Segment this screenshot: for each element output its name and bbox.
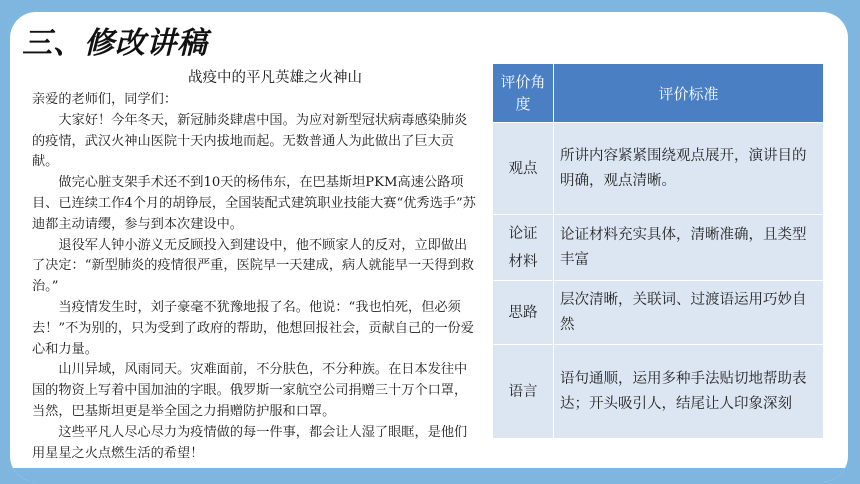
essay-paragraph-3: 退役军人钟小游义无反顾投入到建设中，他不顾家人的反对，立即做出了决定：“新型肺炎的疫情很严重，医院早一天建成，病人就能早一天得到救治。”	[32, 237, 474, 295]
aspect-cell	[493, 215, 554, 281]
essay-title: 战疫中的平凡英雄之火神山	[188, 70, 362, 86]
table-row	[493, 215, 824, 281]
evaluation-table	[492, 63, 824, 439]
aspect-cell: 思路	[493, 281, 554, 345]
table-row	[493, 345, 824, 439]
header-standard: 评价标准	[554, 64, 824, 123]
table-header-row	[493, 64, 824, 123]
aspect-cell: 语言	[493, 345, 554, 439]
essay-body	[32, 90, 478, 464]
section-heading: 三、修改讲稿	[22, 26, 208, 61]
essay-salutation: 亲爱的老师们，同学们：	[32, 92, 178, 107]
aspect-label: 论证材料	[508, 225, 538, 270]
standard-cell: 论证材料充实具体，清晰准确，且类型丰富	[554, 215, 824, 281]
aspect-cell: 观点	[493, 123, 554, 215]
standard-cell: 语句通顺，运用多种手法贴切地帮助表达；开头吸引人，结尾让人印象深刻	[554, 345, 824, 439]
essay-paragraph-2: 做完心脏支架手术还不到10天的杨伟东，在巴基斯坦PKM高速公路项目、已连续工作4个月的胡铮辰，全国装配式建筑职业技能大赛“优秀选手”苏迪都主动请缨，参与到本次建设中。	[32, 175, 476, 232]
table-row	[493, 281, 824, 345]
essay-paragraph-1: 大家好！今年冬天，新冠肺炎肆虐中国。为应对新型冠状病毒感染肺炎的疫情，武汉火神山医院十天内拔地而起。无数普通人为此做出了巨大贡献。	[32, 112, 468, 170]
bottom-band	[10, 468, 848, 482]
standard-cell: 层次清晰，关联词、过渡语运用巧妙自然	[554, 281, 824, 345]
essay-paragraph-6: 这些平凡人尽心尽力为疫情做的每一件事，都会让人湿了眼眶，是他们用星星之火点燃生活的希望！	[32, 424, 468, 461]
essay-paragraph-5: 山川异域，风雨同天。灾难面前，不分肤色，不分种族。在日本发往中国的物资上写着中国加油的字眼。俄罗斯一家航空公司捐赠三十万个口罩，当然，巴基斯坦更是举全国之力捐赠防护服和口罩。	[32, 362, 468, 419]
table-row	[493, 123, 824, 215]
header-aspect: 评价角度	[493, 64, 554, 123]
essay-paragraph-4: 当疫情发生时，刘子豪毫不犹豫地报了名。他说：“我也怕死，但必须去！”不为别的，只为受到了政府的帮助，他想回报社会，贡献自己的一份爱心和力量。	[32, 299, 474, 357]
standard-cell: 所讲内容紧紧围绕观点展开，演讲目的明确，观点清晰。	[554, 123, 824, 215]
